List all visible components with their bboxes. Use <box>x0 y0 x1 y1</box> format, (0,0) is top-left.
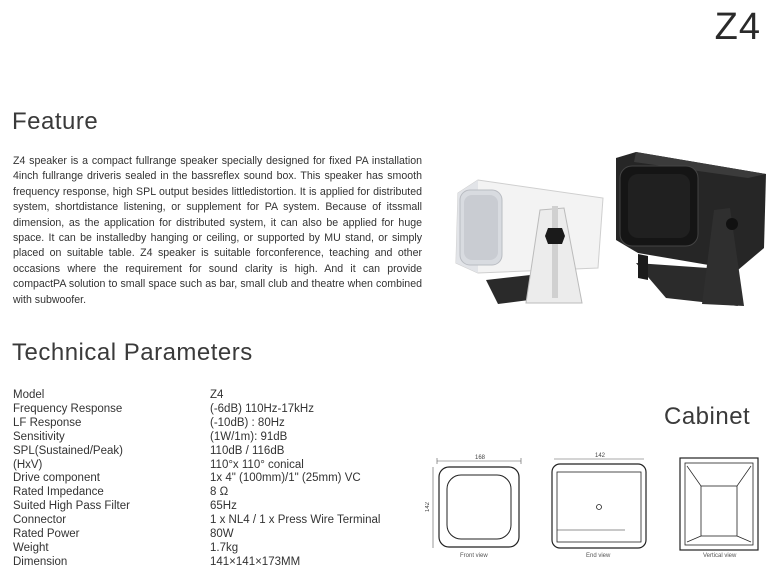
param-value: 110dB / 116dB <box>210 444 285 457</box>
end-view-drawing <box>552 453 646 559</box>
param-row <box>13 556 413 570</box>
front-view-height-label: 142 <box>425 501 431 512</box>
cabinet-heading: Cabinet <box>664 403 751 430</box>
param-label: LF Response <box>13 416 82 429</box>
feature-heading: Feature <box>12 108 99 135</box>
param-row <box>13 417 413 431</box>
param-value: 8 Ω <box>210 486 229 499</box>
param-label: Suited High Pass Filter <box>13 500 130 513</box>
param-row <box>13 389 413 403</box>
param-row <box>13 459 413 473</box>
param-value: 110°x 110° conical <box>210 458 304 471</box>
end-view-width-label: 142 <box>595 453 606 459</box>
param-label: Model <box>13 389 45 401</box>
param-value: 141×141×173MM <box>210 555 301 568</box>
vertical-view-drawing <box>680 458 758 559</box>
param-value: (-10dB) : 80Hz <box>210 416 285 429</box>
param-row <box>13 500 413 514</box>
param-value: 80W <box>210 528 234 541</box>
param-value: 1 x NL4 / 1 x Press Wire Terminal <box>210 514 381 527</box>
param-value: 1.7kg <box>210 541 239 554</box>
param-row <box>13 403 413 417</box>
parameters-table <box>13 389 413 570</box>
param-value: 1x 4" (100mm)/1" (25mm) VC <box>210 472 361 485</box>
param-label: Rated Impedance <box>13 486 104 499</box>
param-row <box>13 514 413 528</box>
param-label: SPL(Sustained/Peak) <box>13 444 123 457</box>
param-row <box>13 472 413 486</box>
param-row <box>13 542 413 556</box>
param-row <box>13 486 413 500</box>
param-value: Z4 <box>210 389 224 401</box>
param-label: Frequency Response <box>13 402 123 415</box>
param-row <box>13 431 413 445</box>
model-title: Z4 <box>714 6 761 48</box>
param-label: Weight <box>13 541 49 554</box>
param-label: (HxV) <box>13 458 43 471</box>
param-label: Rated Power <box>13 528 80 541</box>
technical-heading: Technical Parameters <box>12 339 253 366</box>
param-label: Sensitivity <box>13 430 65 443</box>
param-value: (-6dB) 110Hz-17kHz <box>210 402 314 415</box>
param-label: Drive component <box>13 472 100 485</box>
param-label: Connector <box>13 514 67 527</box>
param-row <box>13 445 413 459</box>
front-view-width-label: 168 <box>475 455 486 461</box>
param-label: Dimension <box>13 555 68 568</box>
product-photo <box>448 148 770 318</box>
white-speaker-image <box>456 180 603 304</box>
black-speaker-image <box>616 152 766 306</box>
end-view-label: End view <box>586 553 611 559</box>
feature-description: Z4 speaker is a compact fullrange speaker specially designed for fixed PA installation 4inch fullrange driveris sealed in the bassreflex sound box. This speaker has smooth frequency response, high SPL output besides littledistortion. It is applied for distributed system, shortdistance listening, or supplement for PA system. Because of itssmall dimension, as the application for distributed system, it can also be applied for huge space. It can be installedby hanging or ceiling, or supported by MU stand, or simply placed on suitable table. Z4 speaker is suitable forconference, teaching and other occasions where the requirement for sound clarity is high. And it can provide compactPA solution to small space such as bar, small club and theatre when combined with subwoofer. <box>13 155 422 306</box>
param-value: 65Hz <box>210 500 237 513</box>
vertical-view-label: Vertical view <box>703 553 737 559</box>
front-view-label: Front view <box>460 553 488 559</box>
param-value: (1W/1m): 91dB <box>210 430 288 443</box>
cabinet-drawings <box>425 450 775 588</box>
param-row <box>13 528 413 542</box>
front-view-drawing <box>425 455 521 559</box>
